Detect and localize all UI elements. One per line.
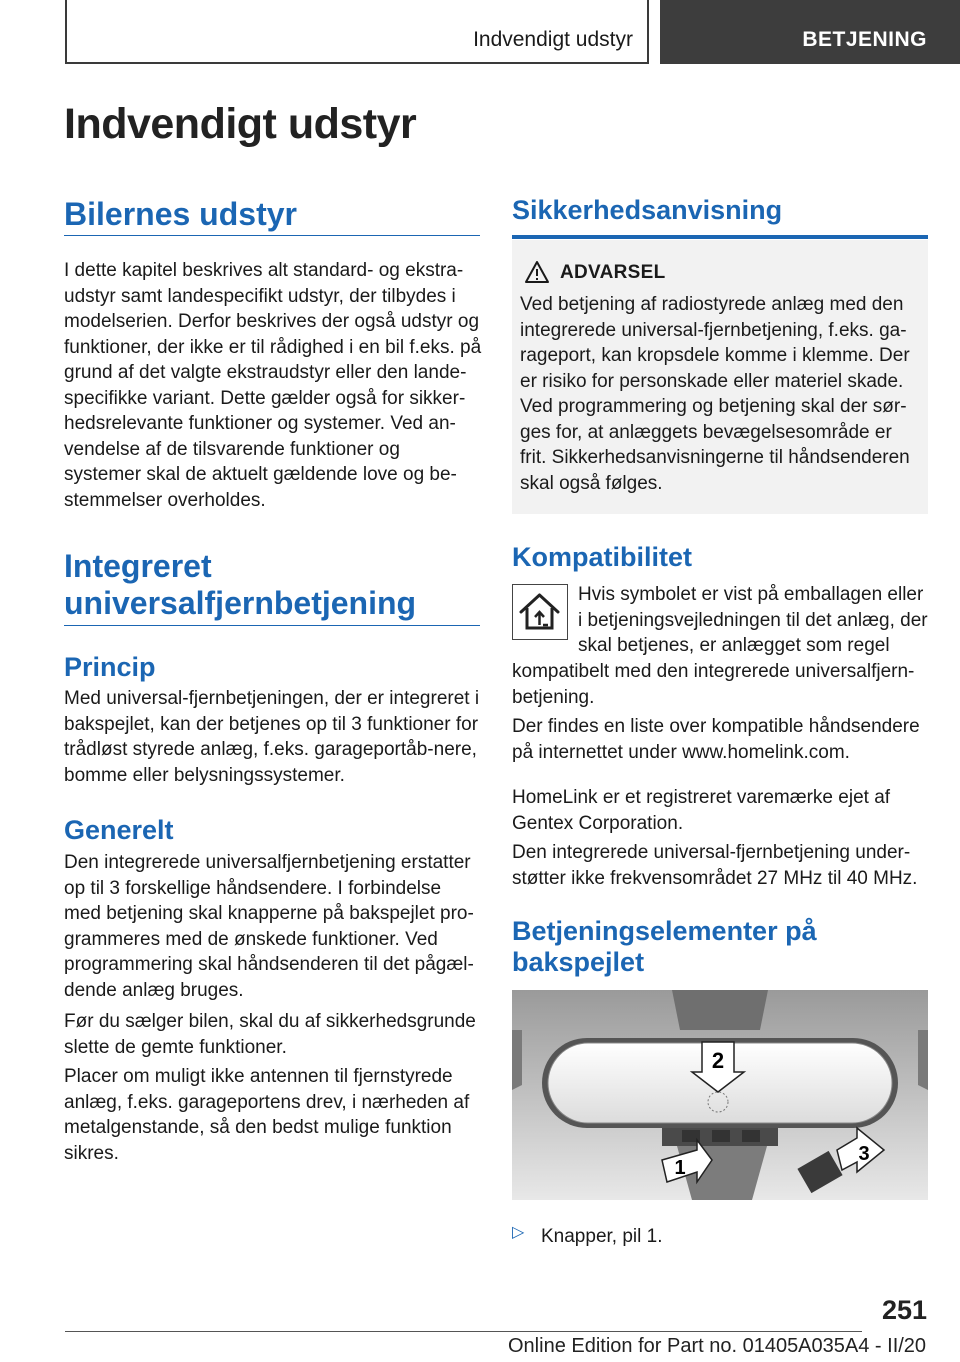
footer-rule: [65, 1331, 862, 1332]
heading-betjeningselementer-line1: Betjeningselementer på: [512, 916, 817, 946]
warning-top-rule: [512, 235, 928, 239]
bullet-item-1: Knapper, pil 1.: [541, 1226, 663, 1247]
homelink-house-icon: [512, 584, 568, 640]
warning-box: [512, 240, 928, 514]
paragraph-kompat-1: Hvis symbolet er vist på emballagen eller i betjeningsvejledningen til det anlæg, der skal betjenes, er anlægget som regel: [578, 584, 928, 656]
paragraph-princip: Med universal-fjernbetjeningen, der er integreret i bakspejlet, kan der betjenes op til 3 funktioner for trådløst styrede anlæg, f.eks. garageportåb-nere, bomme eller belysningssystemer.: [64, 688, 480, 786]
rearview-mirror-illustration: [512, 990, 928, 1200]
paragraph-kompat-1b: kompatibelt med den integrerede universalfjern-betjening.: [512, 661, 915, 708]
paragraph-bilernes: I dette kapitel beskrives alt standard- og ekstra-udstyr samt landespecifikt udstyr, der tilbydes i modelserien. Derfor beskrives der også udstyr og funktioner, der ikke er til rådighed i en bil f.eks. på grund af det valgte ekstraudstyr eller den lande-specifikke variant. Dette gælder også for sikker-hedsrelevante funktioner og systemer. Ved an-vendelse af de tilsvarende funktioner og systemer skal de aktuelt gældende love og be-stemmelser overholdes.: [64, 260, 482, 511]
heading-integreret-line1: Integreret: [64, 548, 212, 584]
heading-kompatibilitet: Kompatibilitet: [512, 542, 692, 572]
header-section-label: BETJENING: [802, 28, 927, 51]
warning-triangle-icon: [524, 260, 550, 284]
bullet-triangle-icon: ▷: [512, 1224, 525, 1241]
heading-integreret-line2: universalfjernbetjening: [64, 585, 417, 621]
callout-2: 2: [711, 1048, 725, 1073]
header-chapter-title: Indvendigt udstyr: [473, 28, 633, 51]
paragraph-kompat-2: Der findes en liste over kompatible håndsendere på internettet under www.homelink.com.: [512, 716, 920, 763]
paragraph-generelt-2: Før du sælger bilen, skal du af sikkerhedsgrunde slette de gemte funktioner.: [64, 1011, 476, 1058]
page-title: Indvendigt udstyr: [64, 100, 417, 148]
paragraph-generelt-1: Den integrerede universalfjernbetjening erstatter op til 3 forskellige håndsendere. I forbindelse med betjening skal knapperne på bakspejlet pro-grammeres med de ønskede funktioner. Ved programmering skal håndsenderen til det pågæl-dende anlæg bruges.: [64, 852, 474, 1001]
rearview-mirror-figure: [512, 990, 928, 1200]
warning-label: ADVARSEL: [560, 262, 666, 283]
header-section-tab: [660, 0, 960, 64]
heading-princip: Princip: [64, 652, 156, 682]
warning-header: [560, 262, 918, 284]
heading-bilernes-udstyr: Bilernes udstyr: [64, 196, 297, 232]
house-icon: [513, 585, 566, 638]
header-chapter-box: [65, 0, 649, 64]
footer-edition: Online Edition for Part no. 01405A035A4 - II/20: [508, 1335, 927, 1357]
heading-rule: [64, 235, 480, 236]
heading-sikkerhedsanvisning: Sikkerhedsanvisning: [512, 195, 783, 225]
heading-betjeningselementer-line2: bakspejlet: [512, 947, 645, 977]
page-number: 251: [881, 1295, 927, 1325]
heading-generelt: Generelt: [64, 815, 174, 845]
paragraph-kompat-4: Den integrerede universal-fjernbetjening under-støtter ikke frekvensområdet 27 MHz til 40 MHz.: [512, 842, 918, 889]
callout-1: 1: [674, 1157, 686, 1179]
paragraph-kompat-3: HomeLink er et registreret varemærke ejet af Gentex Corporation.: [512, 787, 891, 834]
warning-text: Ved betjening af radiostyrede anlæg med den integrerede universal-fjernbetjening, f.eks. ga-rageport, kan kropsdele komme i klemme. Der er risiko for personskade eller materiel skade. Ved programmering og betjening skal der sør-ges for, at anlæggets bevægelsesområde er frit. Sikkerhedsanvisningerne til håndsenderen skal også følges.: [520, 294, 910, 494]
callout-3: 3: [858, 1143, 870, 1165]
paragraph-generelt-3: Placer om muligt ikke antennen til fjernstyrede anlæg, f.eks. garageportens drev, i nærheden af metalgenstande, så den bedst mulige funktion sikres.: [64, 1066, 470, 1164]
heading-rule: [64, 625, 480, 626]
